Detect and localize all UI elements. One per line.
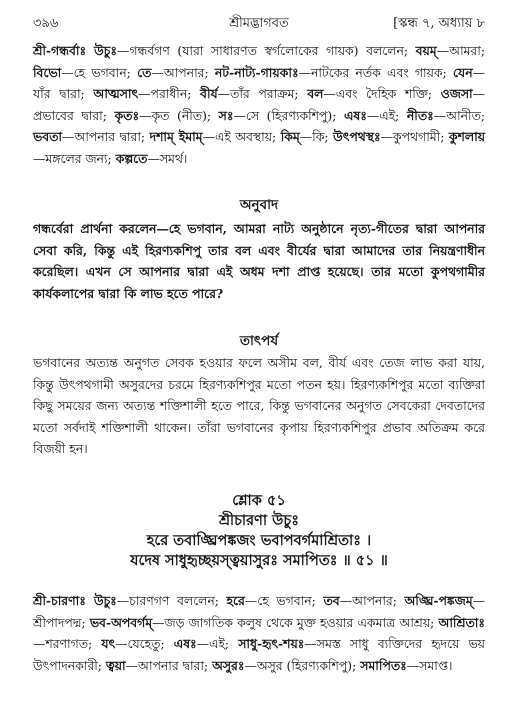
synonym-word: নীতঃ — [406, 107, 434, 123]
synonym-word: যেন — [453, 64, 473, 80]
verse-number: শ্লোক ৫১ — [232, 492, 286, 509]
synonym-meaning: —আপনার দ্বারা; — [125, 657, 213, 673]
synonym-word: তব — [323, 593, 340, 608]
synonym-word: শ্রী-গন্ধর্বাঃ উচুঃ — [33, 43, 117, 58]
page-number: ৩৯৬ — [33, 16, 59, 31]
synonym-meaning: —তাঁর পরাক্রম; — [217, 86, 308, 101]
synonym-word: ত্বয়া — [105, 657, 126, 673]
synonym-meaning: —সমস্ত সাধু ব্যক্তিদের হৃদয়ে ভয় উৎপাদনকারী; — [33, 636, 485, 673]
synonym-word: কিম্ — [280, 129, 300, 144]
synonym-word: কল্পতে — [115, 150, 148, 166]
synonym-word: সমাপিতঃ — [360, 657, 407, 673]
translation-heading: অনুবাদ — [239, 197, 279, 213]
synonym-meaning: —আপনার দ্বারা; — [62, 129, 150, 144]
synonyms-block-1 — [33, 40, 485, 169]
synonym-word: হরে — [226, 593, 245, 608]
synonym-word: এষঃ — [173, 636, 197, 651]
synonym-meaning: —প্রভাবের দ্বারা; — [33, 86, 485, 123]
synonym-meaning: —চারণগণ বললেন; — [116, 593, 227, 608]
synonym-meaning: —কি; — [299, 129, 334, 144]
synonym-meaning: —এই অবস্থায়; — [202, 129, 281, 144]
synonym-meaning: —কুপথগামী; — [380, 129, 449, 144]
synonym-meaning: —নাটকের নর্তক এবং গায়ক; — [298, 64, 454, 80]
chapter-reference: [স্কন্ধ ৭, অধ্যায় ৮ — [393, 16, 485, 31]
synonym-meaning: —জড় জাগতিক কলুষ থেকে মুক্ত হওয়ার একমাত্র আশ্রয়; — [152, 614, 439, 630]
synonyms-paragraph-1 — [33, 40, 485, 169]
synonym-meaning: —আপনার; — [339, 593, 405, 608]
synonym-meaning: —আনীত; — [433, 107, 486, 123]
synonym-word: যৎ — [101, 636, 116, 651]
synonym-word: নট-নাট্য-গায়কাঃ — [214, 64, 299, 80]
synonym-meaning: —গন্ধর্বগণ (যারা সাধারণত স্বর্গলোকের গায়ক) বললেন; — [116, 43, 416, 58]
synonym-meaning: —যাঁর দ্বারা; — [33, 64, 485, 101]
synonym-word: সঃ — [218, 107, 234, 123]
synonym-word: উৎপথস্থঃ — [333, 129, 381, 144]
translation-text: গন্ধর্বেরা প্রার্থনা করলেন—হে ভগবান, আমরা নাট্য অনুষ্ঠানে নৃত্য-গীতের দ্বারা আপনার সেবা করি, কিন্তু এই হিরণ্যকশিপু তার বল এবং বীর্যের দ্বারা আমাদের তার নিয়ন্ত্রণাধীন করেছিল। এখন সে আপনার দ্বারা এই অধম দশা প্রাপ্ত হয়েছে। তার মতো কুপথগামীর কার্যকলাপের দ্বারা কি লাভ হতে পারে? — [33, 221, 485, 301]
synonym-word: এষঃ — [344, 107, 367, 123]
verse-speaker: শ্রীচারণা উচুঃ — [219, 512, 299, 529]
synonym-meaning: —এই; — [366, 107, 407, 123]
synonym-word: সাধু-হৃৎ-শয়ঃ — [238, 636, 305, 651]
purport-heading: তাৎপর্য — [239, 333, 279, 349]
synonym-word: বল — [307, 86, 324, 101]
verse-section — [33, 490, 485, 570]
synonym-word: বীর্য — [200, 86, 218, 101]
synonym-meaning: —হে ভগবান; — [244, 593, 324, 608]
verse-line-2: যদেষ সাধুহৃচ্ছয়স্ত্বয়াসুরঃ সমাপিতঃ ॥ ৫১ ॥ — [130, 552, 388, 569]
synonym-word: অসুরঃ — [212, 657, 245, 673]
running-title: শ্রীমদ্ভাগবত — [229, 16, 289, 31]
synonym-word: বয়ম্ — [415, 43, 437, 58]
synonym-meaning: —যেহেতু; — [115, 636, 174, 651]
synonym-meaning: —সমর্থ। — [147, 150, 188, 166]
synonym-meaning: —সমাপ্ত। — [406, 657, 453, 673]
synonym-word: ওজসা — [440, 86, 473, 101]
synonym-meaning: —পরাধীন; — [138, 86, 201, 101]
synonym-word: দশাম্ ইমাম্ — [149, 129, 203, 144]
synonym-word: শ্রী-চারণাঃ উচুঃ — [33, 593, 117, 608]
synonym-meaning: —এই; — [196, 636, 239, 651]
verse-line-1: হরে তবাঙ্ঘ্রিপঙ্কজং ভবাপবর্গমাশ্রিতাঃ । — [146, 532, 372, 549]
synonyms-block-2 — [33, 590, 485, 676]
page-header — [33, 14, 485, 34]
synonym-meaning: —অসুর (হিরণ্যকশিপু); — [244, 657, 361, 673]
synonym-word: অঙ্ঘ্রি-পঙ্কজম্ — [404, 593, 473, 608]
synonym-meaning: —সে (হিরণ্যকশিপু); — [233, 107, 344, 123]
synonym-meaning: —আমরা; — [436, 43, 485, 58]
synonym-meaning: —শরণাগত; — [33, 636, 102, 651]
synonym-meaning: —এবং দৈহিক শক্তি; — [323, 86, 441, 101]
synonym-word: তে — [137, 64, 152, 80]
synonym-word: ভব-অপবর্গম্ — [89, 614, 153, 630]
synonym-word: কুশলায় — [448, 129, 485, 144]
synonym-meaning: —মঙ্গলের জন্য; — [33, 150, 116, 166]
synonym-meaning: —হে ভগবান; — [61, 64, 138, 80]
synonym-word: বিভো — [33, 64, 62, 80]
synonym-meaning: —শ্রীপাদপদ্ম; — [33, 593, 485, 630]
synonym-word: ভবতা — [33, 129, 63, 144]
synonym-word: আশ্রিতাঃ — [438, 614, 485, 630]
synonym-meaning: —কৃত (নীত); — [139, 107, 219, 123]
synonym-meaning: —আপনার; — [151, 64, 215, 80]
synonym-word: কৃতঃ — [114, 107, 140, 123]
synonym-word: আত্মসাৎ — [93, 86, 139, 101]
purport-text: ভগবানের অত্যন্ত অনুগত সেবক হওয়ার ফলে অসীম বল, বীর্য এবং তেজ লাভ করা যায়, কিন্তু উৎপথগামী অসুরদের চরমে হিরণ্যকশিপুর মতো পতন হয়। হিরণ্যকশিপুর মতো ব্যক্তিরা কিছু সময়ের জন্য অত্যন্ত শক্তিশালী হতে পারে, কিন্তু ভগবানের অনুগত সেবকেরা দেবতাদের মতো সর্বদাই শক্তিশালী থাকেন। তাঁরা ভগবানের কৃপায় হিরণ্যকশিপুর প্রভাব অতিক্রম করে বিজয়ী হন। — [33, 355, 485, 456]
synonyms-paragraph-2 — [33, 590, 485, 676]
